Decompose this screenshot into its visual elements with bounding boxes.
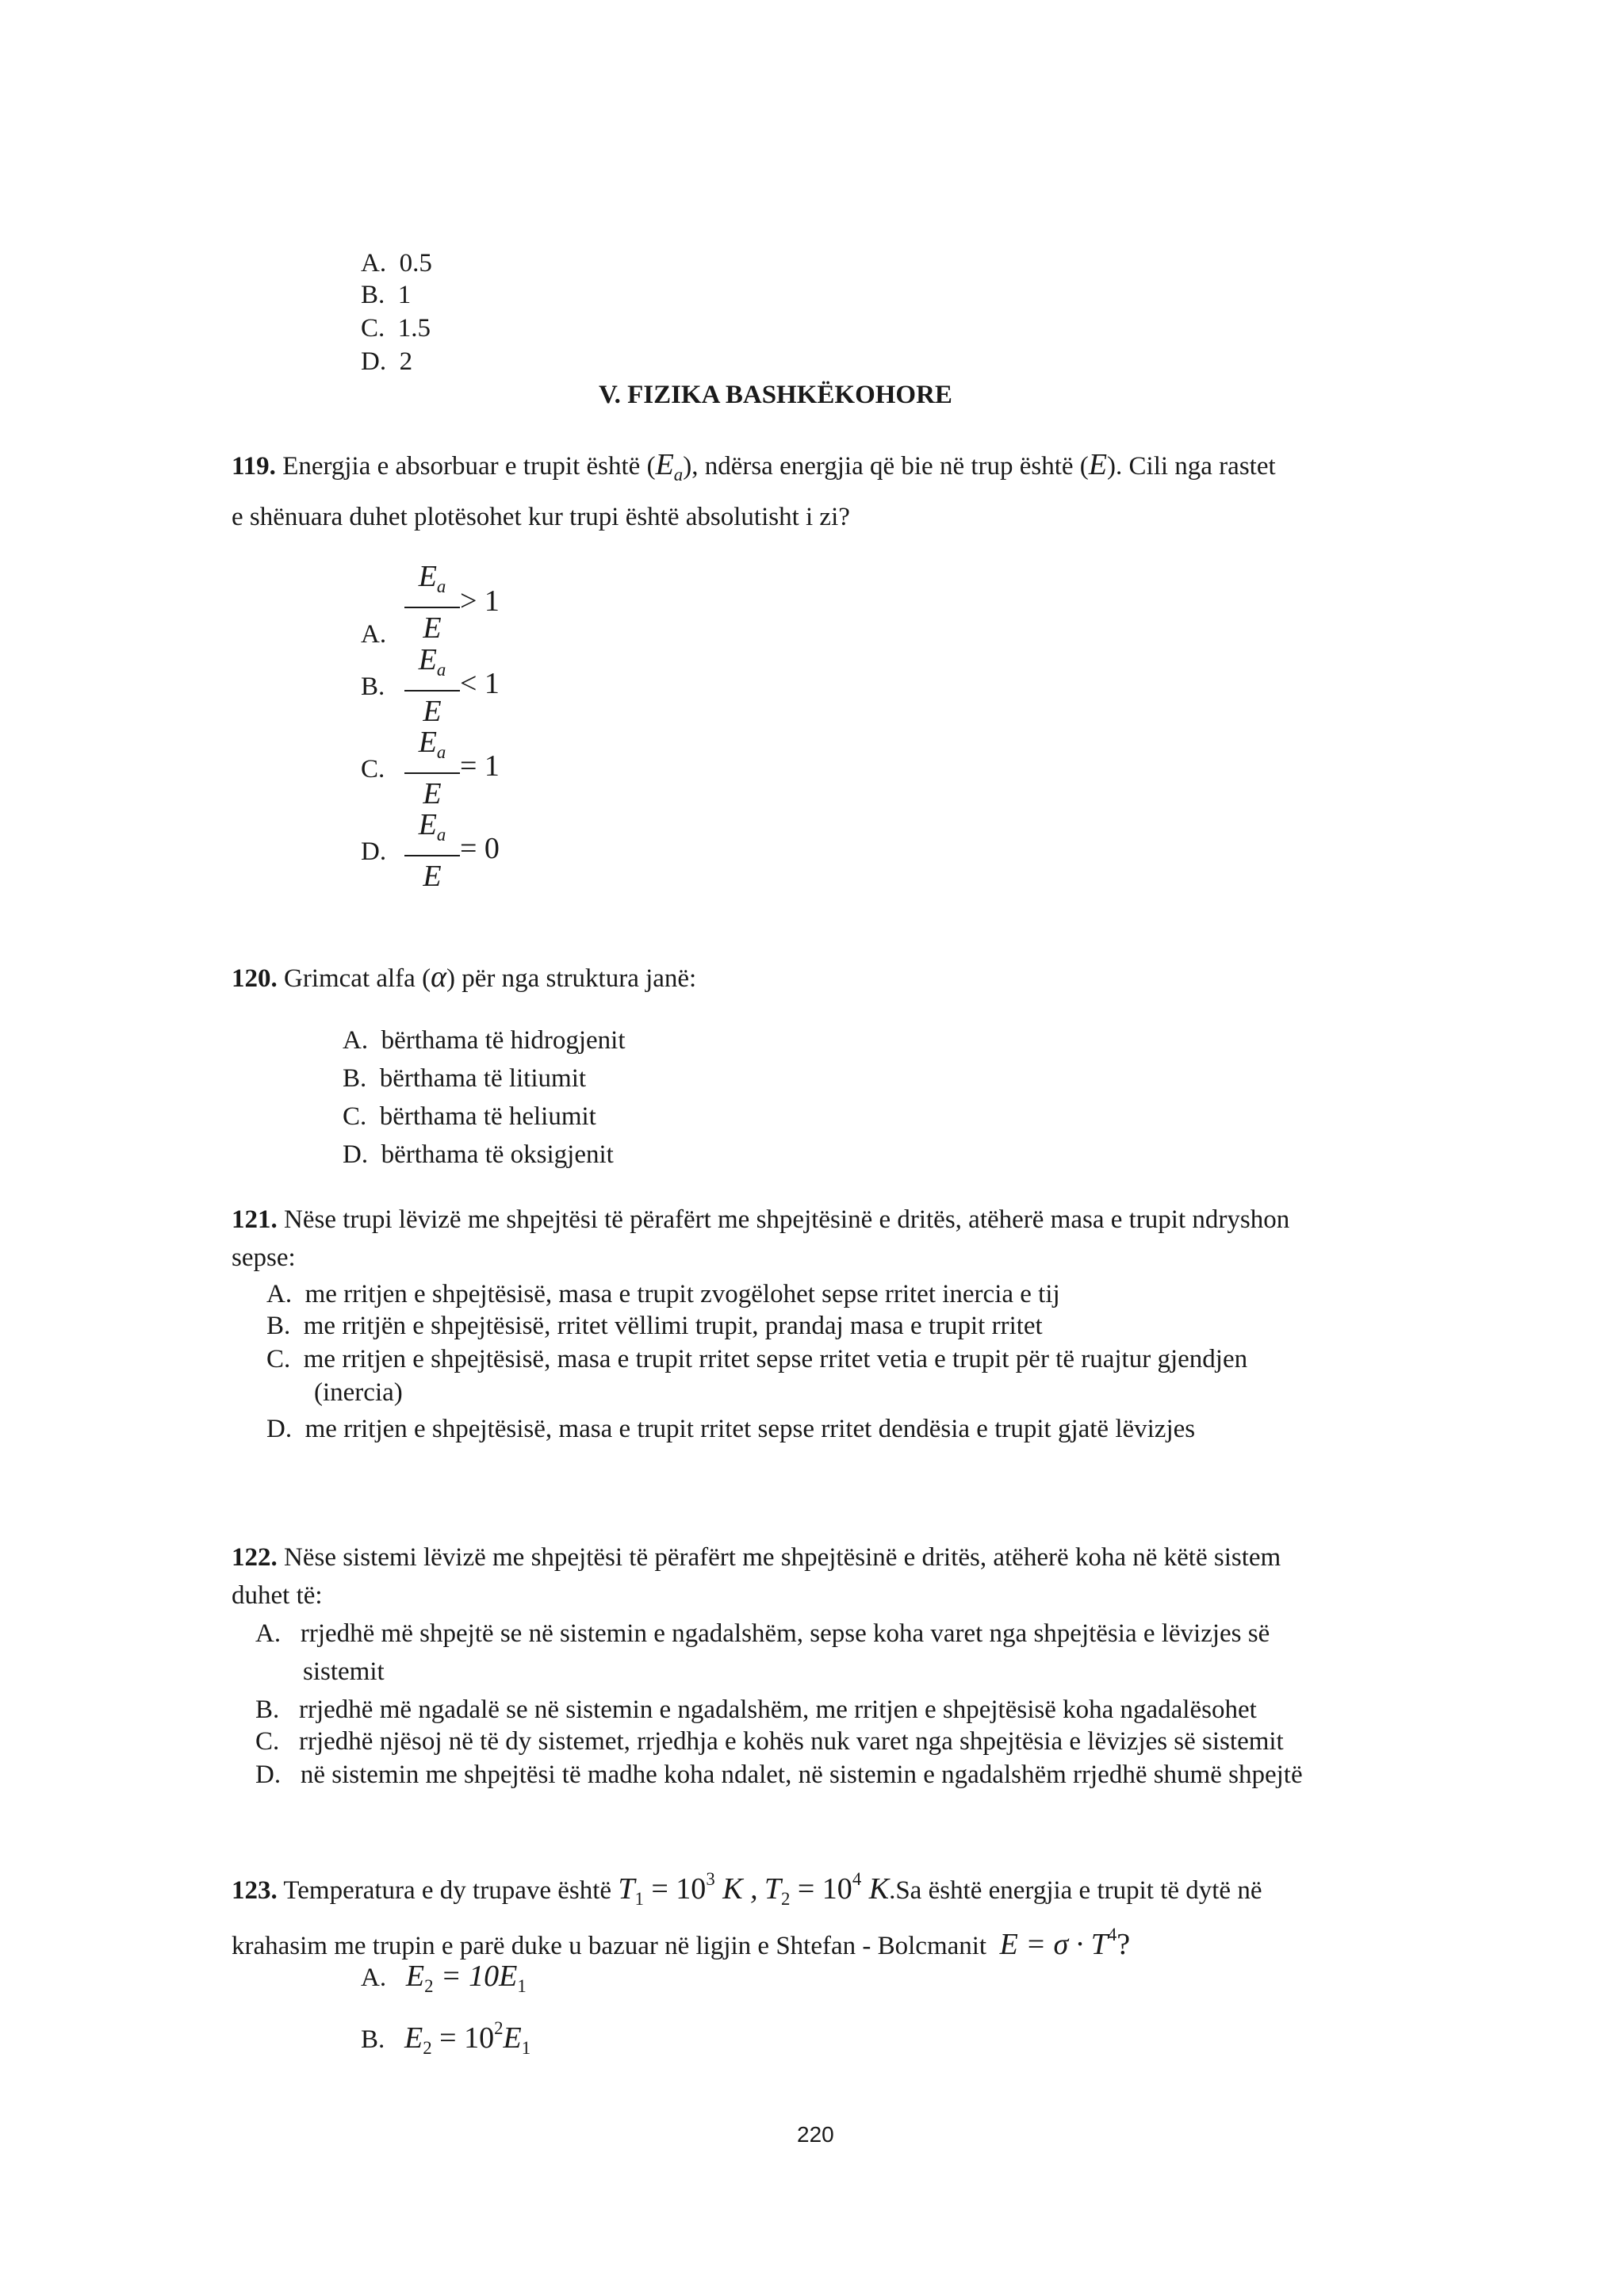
q119-option-d-relation: = 0 [460,832,500,865]
stefan-boltzmann-law: $E = \sigma \cdot T^4$? [999,1925,1131,1962]
prev-option-c [361,312,431,344]
q119-option-b-relation: < 1 [460,667,500,700]
q119-option-b-fraction: $E_a$ E [404,642,460,729]
question-123-line2: krahasim me trupin e parë duke u bazuar në ligjin e Shtefan - Bolcmanit $E = \sigma \cdot T^4$? [232,1925,1131,1962]
q121-option-c-cont: (inercia) [314,1378,403,1407]
question-121: 121. Nëse trupi lëvizë me shpejtësi të përafërt me shpejtësinë e dritës, atëherë masa e trupit ndryshon [232,1205,1290,1234]
option-text: 2 [399,347,413,376]
q122-option-d: D. në sistemin me shpejtësi të madhe koha ndalet, në sistemin e ngadalshëm rrjedhë shumë shpejtë [255,1760,1303,1789]
question-119-line2: e shënuara duhet plotësohet kur trupi është absolutisht i zi? [232,503,850,531]
question-number: 121. [232,1205,278,1234]
option-letter: C. [361,314,385,343]
q122-option-a-cont: sistemit [303,1657,385,1686]
question-119: 119. Energjia e absorbuar e trupit është $(E_a)$, ndërsa energjia që bie në trup është (E). Cili nga rastet [232,448,1276,485]
question-122-line2: duhet të: [232,1581,323,1610]
q121-option-a: A. me rritjen e shpejtësisë, masa e trupit zvogëlohet sepse rritet inercia e tij [266,1280,1060,1308]
q119-option-c-fraction: $E_a$ E [404,725,460,811]
option-text: 1.5 [397,314,431,343]
page-number: 220 [797,2122,834,2147]
q122-option-a: A. rrjedhë më shpejtë se në sistemin e ngadalshëm, sepse koha varet nga shpejtësia e lëvizjes së [255,1619,1270,1648]
option-letter: B. [361,281,385,309]
q121-option-b: B. me rritjën e shpejtësisë, rritet vëllimi trupit, prandaj masa e trupit rritet [266,1312,1043,1340]
q119-option-d-letter: D. [361,837,387,866]
q119-option-a-relation: > 1 [460,584,500,618]
q121-option-c: C. me rritjen e shpejtësisë, masa e trupit rritet sepse rritet vetia e trupit për të ruajtur gjendjen [266,1345,1248,1373]
option-text: 1 [397,281,412,309]
question-120: 120. Grimcat alfa (α) për nga struktura janë: [232,960,697,994]
q123-option-a: A. $E_2 = 10E_1$ [361,1960,527,1996]
q119-option-b-letter: B. [361,672,385,701]
t1-equation: $T_1 = 10^3$ K , [618,1869,758,1910]
q120-option-a: A. bërthama të hidrogjenit [343,1026,626,1055]
prev-option-d [361,346,412,377]
q122-option-c: C. rrjedhë njësoj në të dy sistemet, rrjedhja e kohës nuk varet nga shpejtësia e lëvizjes së sistemit [255,1727,1284,1756]
question-number: 123. [232,1876,278,1906]
question-number: 120. [232,964,278,993]
q120-option-b: B. bërthama të litiumit [343,1064,587,1093]
q123-option-b: B. $E_2 = 10^2E_1$ [361,2018,531,2059]
q120-option-c: C. bërthama të heliumit [343,1102,596,1131]
question-122: 122. Nëse sistemi lëvizë me shpejtësi të përafërt me shpejtësinë e dritës, atëherë koha në këtë sistem [232,1543,1281,1572]
symbol-e: $E_a$ [655,448,684,485]
q119-option-c-letter: C. [361,755,385,783]
option-letter: D. [361,347,387,376]
t2-equation: $T_2 = 10^4$ K [764,1869,890,1910]
q119-option-a-fraction: $E_a$ E [404,559,460,646]
q120-option-d: D. bërthama të oksigjenit [343,1140,614,1169]
q119-option-c-relation: = 1 [460,749,500,783]
option-letter: A. [361,249,387,278]
prev-option-a [361,247,432,279]
question-number: 119. [232,452,276,481]
symbol-e: E [1088,448,1108,481]
q121-option-d: D. me rritjen e shpejtësisë, masa e trupit rritet sepse rritet dendësia e trupit gjatë lëvizjes [266,1415,1196,1443]
alpha-symbol: α [431,960,447,994]
prev-option-b [361,279,411,311]
q122-option-b: B. rrjedhë më ngadalë se në sistemin e ngadalshëm, me rritjen e shpejtësisë koha ngadalësohet [255,1695,1257,1724]
q119-option-a-letter: A. [361,620,387,649]
option-text: 0.5 [399,249,432,278]
question-text: Energjia e absorbuar e trupit është ( [282,452,656,481]
question-123: 123. Temperatura e dy trupave është $T_1 = 10^3$ K , $T_2 = 10^4$ K.Sa është energjia e trupit të dytë në [232,1869,1262,1910]
question-121-line2: sepse: [232,1243,296,1272]
q119-option-d-fraction: $E_a$ E [404,807,460,894]
section-title: V. FIZIKA BASHKËKOHORE [599,381,952,409]
question-number: 122. [232,1543,278,1572]
